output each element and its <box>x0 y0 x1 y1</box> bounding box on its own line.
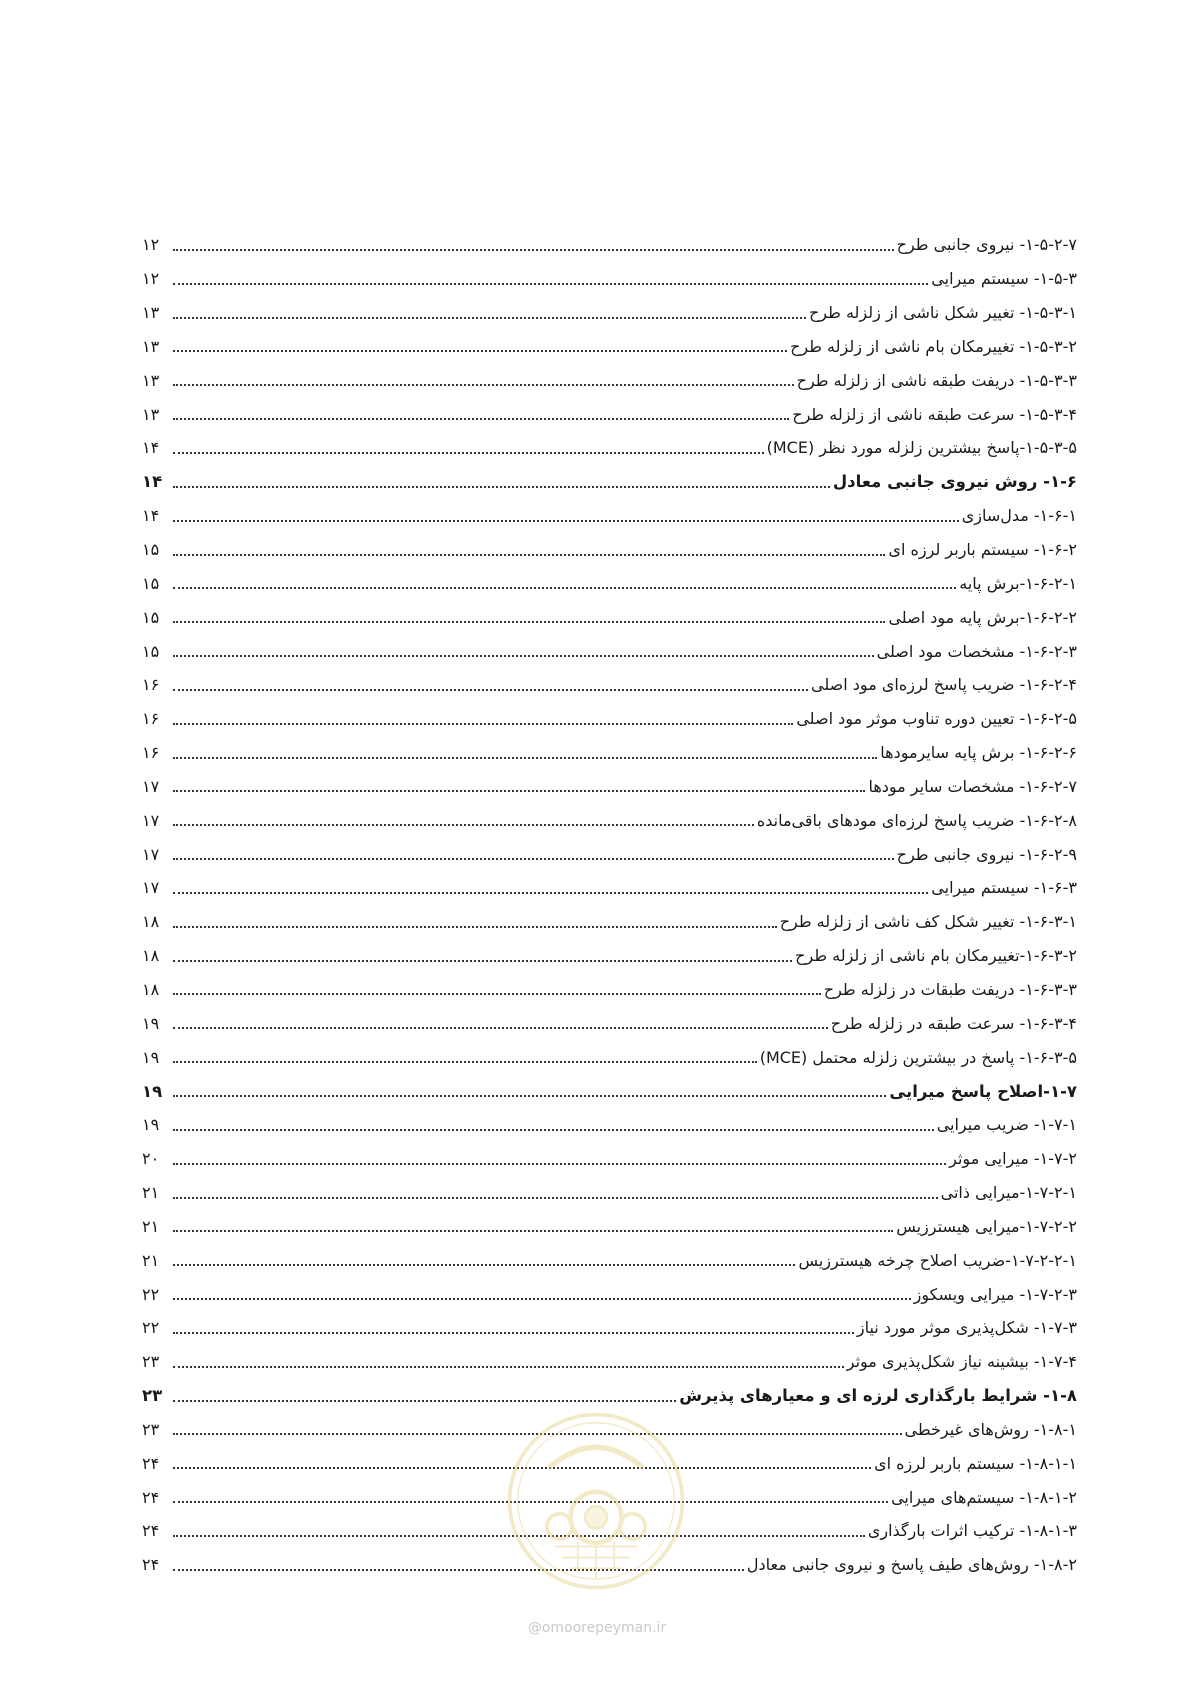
toc-dot-leader <box>173 452 764 454</box>
toc-entry[interactable] <box>142 600 1077 634</box>
toc-entry[interactable] <box>142 702 1077 736</box>
toc-entry[interactable] <box>142 871 1077 905</box>
toc-dot-leader <box>173 993 821 995</box>
toc-dot-leader <box>173 317 806 319</box>
table-of-contents <box>142 228 1077 1582</box>
toc-entry[interactable] <box>142 1040 1077 1074</box>
watermark-url <box>507 1620 687 1636</box>
toc-entry-page: ۲۴ <box>142 1453 160 1473</box>
toc-dot-leader <box>173 1197 938 1199</box>
toc-entry-title: ۱-۷-۲-۲-میرایی هیسترزیس <box>896 1216 1077 1236</box>
toc-dot-leader <box>173 858 894 860</box>
toc-entry-page: ۲۱ <box>142 1216 160 1236</box>
toc-entry[interactable] <box>142 1142 1077 1176</box>
toc-entry-page: ۱۳ <box>142 404 160 424</box>
toc-dot-leader <box>173 723 793 725</box>
toc-entry-title: ۱-۶-۲-۳- مشخصات مود اصلی <box>876 641 1077 661</box>
toc-dot-leader <box>173 960 792 962</box>
toc-entry-title: ۱-۸-۱- روش‌های غیرخطی <box>904 1419 1077 1439</box>
toc-entry-page: ۱۶ <box>142 675 160 695</box>
toc-entry-page: ۱۳ <box>142 370 160 390</box>
toc-entry-title: ۱-۷-۳- شکل‌پذیری موثر مورد نیاز <box>856 1318 1077 1338</box>
toc-entry-page: ۱۲ <box>142 235 160 255</box>
toc-entry-page: ۲۳ <box>142 1352 160 1372</box>
toc-entry-title: ۱-۶-۲-۱-برش پایه <box>959 573 1077 593</box>
toc-entry-title: ۱-۶-۲-۴- ضریب پاسخ لرزه‌ای مود اصلی <box>811 675 1077 695</box>
toc-entry-title: ۱-۸-۲- روش‌های طیف پاسخ و نیروی جانبی معادل <box>746 1555 1077 1575</box>
toc-entry-title: ۱-۶-۳-۲-تغییرمکان بام ناشی از زلزله طرح <box>795 946 1077 966</box>
toc-entry-title: ۱-۸-۱-۲- سیستم‌های میرایی <box>891 1487 1077 1507</box>
toc-entry-title: ۱-۵-۳-۱- تغییر شکل ناشی از زلزله طرح <box>808 303 1077 323</box>
toc-entry-page: ۱۴ <box>142 506 160 526</box>
toc-entry-page: ۲۱ <box>142 1250 160 1270</box>
toc-entry-page: ۱۶ <box>142 709 160 729</box>
toc-dot-leader <box>173 350 787 352</box>
toc-entry[interactable] <box>142 228 1077 262</box>
toc-entry[interactable] <box>142 363 1077 397</box>
toc-entry-title: ۱-۷-۴- بیشینه نیاز شکل‌پذیری موثر <box>846 1352 1077 1372</box>
toc-dot-leader <box>173 1298 911 1300</box>
toc-entry-page: ۲۲ <box>142 1284 160 1304</box>
toc-entry-title: ۱-۸- شرایط بارگذاری لرزه ای و معیارهای پذیرش <box>679 1386 1077 1406</box>
toc-entry-title: ۱-۶- روش نیروی جانبی معادل <box>832 472 1077 492</box>
toc-entry[interactable] <box>142 397 1077 431</box>
toc-entry-page: ۱۵ <box>142 540 160 560</box>
publisher-seal-watermark <box>505 1410 687 1592</box>
toc-entry-title: ۱-۶-۲-۸- ضریب پاسخ لرزه‌ای مودهای باقی‌مانده <box>756 810 1077 830</box>
toc-entry-page: ۱۹ <box>142 1081 163 1101</box>
toc-entry-title: ۱-۵-۳-۳- دریفت طبقه ناشی از زلزله طرح <box>796 370 1077 390</box>
toc-entry-title: ۱-۷-۱- ضریب میرایی <box>936 1115 1077 1135</box>
toc-entry[interactable] <box>142 634 1077 668</box>
toc-entry-title: ۱-۵-۳- سیستم میرایی <box>931 269 1077 289</box>
toc-entry-page: ۱۸ <box>142 946 160 966</box>
toc-entry-page: ۱۹ <box>142 1013 160 1033</box>
toc-entry-title: ۱-۶-۲- سیستم باربر لرزه ای <box>888 540 1077 560</box>
toc-entry-title: ۱-۶-۲-۲-برش پایه مود اصلی <box>888 607 1077 627</box>
toc-entry-title: ۱-۶-۲-۶- برش پایه سایرمودها <box>880 743 1077 763</box>
toc-entry-page: ۲۴ <box>142 1521 160 1541</box>
toc-entry[interactable] <box>142 1176 1077 1210</box>
toc-entry-title: ۱-۶-۲-۷- مشخصات سایر مودها <box>868 776 1077 796</box>
toc-entry-page: ۲۲ <box>142 1318 160 1338</box>
toc-entry[interactable] <box>142 973 1077 1007</box>
toc-entry-page: ۱۳ <box>142 336 160 356</box>
toc-dot-leader <box>173 554 885 556</box>
toc-entry-page: ۱۷ <box>142 776 160 796</box>
toc-entry-title: ۱-۶-۳-۴- سرعت طبقه در زلزله طرح <box>830 1013 1077 1033</box>
toc-entry-page: ۲۳ <box>142 1386 163 1406</box>
toc-entry-page: ۲۰ <box>142 1149 160 1169</box>
toc-dot-leader <box>173 790 865 792</box>
toc-entry-page: ۱۹ <box>142 1115 160 1135</box>
toc-entry[interactable] <box>142 1277 1077 1311</box>
watermark-url-text: omoorepeyman.ir <box>541 1620 667 1636</box>
toc-entry[interactable] <box>142 431 1077 465</box>
toc-entry-title: ۱-۸-۱-۱- سیستم باربر لرزه ای <box>874 1453 1077 1473</box>
toc-entry-title: ۱-۷-۲- میرایی موثر <box>949 1149 1077 1169</box>
toc-entry-page: ۱۷ <box>142 844 160 864</box>
toc-entry[interactable] <box>142 465 1077 499</box>
toc-dot-leader <box>173 689 808 691</box>
toc-entry[interactable] <box>142 330 1077 364</box>
toc-entry[interactable] <box>142 736 1077 770</box>
toc-entry-page: ۱۴ <box>142 438 160 458</box>
toc-dot-leader <box>173 1230 893 1232</box>
toc-entry[interactable] <box>142 1243 1077 1277</box>
toc-entry[interactable] <box>142 1209 1077 1243</box>
toc-dot-leader <box>173 926 777 928</box>
toc-entry-page: ۲۳ <box>142 1419 160 1439</box>
toc-entry-title: ۱-۵-۳-۲- تغییرمکان بام ناشی از زلزله طرح <box>790 336 1077 356</box>
toc-entry[interactable] <box>142 905 1077 939</box>
toc-entry[interactable] <box>142 1108 1077 1142</box>
toc-entry[interactable] <box>142 533 1077 567</box>
toc-entry-page: ۱۸ <box>142 912 160 932</box>
toc-dot-leader <box>173 1163 946 1165</box>
toc-entry-page: ۱۴ <box>142 472 163 492</box>
toc-dot-leader <box>173 824 754 826</box>
toc-entry-page: ۲۴ <box>142 1487 160 1507</box>
toc-entry-title: ۱-۶-۳- سیستم میرایی <box>931 878 1077 898</box>
toc-entry[interactable] <box>142 837 1077 871</box>
toc-entry-title: ۱-۶-۱- مدل‌سازی <box>961 506 1077 526</box>
toc-entry-page: ۱۵ <box>142 607 160 627</box>
toc-dot-leader <box>173 1264 795 1266</box>
toc-entry[interactable] <box>142 566 1077 600</box>
toc-entry-title: ۱-۸-۱-۳- ترکیب اثرات بارگذاری <box>867 1521 1077 1541</box>
toc-entry-page: ۱۳ <box>142 303 160 323</box>
toc-entry[interactable] <box>142 1074 1077 1108</box>
toc-entry[interactable] <box>142 1006 1077 1040</box>
toc-dot-leader <box>173 757 877 759</box>
toc-entry-page: ۱۷ <box>142 810 160 830</box>
toc-entry[interactable] <box>142 803 1077 837</box>
toc-entry[interactable] <box>142 770 1077 804</box>
toc-dot-leader <box>173 384 794 386</box>
toc-entry-title: ۱-۷-۲-۲-۱-ضریب اصلاح چرخه هیسترزیس <box>798 1250 1077 1270</box>
toc-entry-title: ۱-۵-۳-۵-پاسخ بیشترین زلزله مورد نظر (MCE) <box>766 438 1077 458</box>
toc-dot-leader <box>173 520 959 522</box>
toc-entry[interactable] <box>142 1311 1077 1345</box>
toc-entry-title: ۱-۵-۳-۴- سرعت طبقه ناشی از زلزله طرح <box>792 404 1077 424</box>
toc-entry-page: ۲۴ <box>142 1555 160 1575</box>
toc-entry-title: ۱-۶-۳-۳- دریفت طبقات در زلزله طرح <box>823 979 1077 999</box>
toc-entry[interactable] <box>142 939 1077 973</box>
toc-dot-leader <box>173 1400 676 1402</box>
toc-dot-leader <box>173 1332 854 1334</box>
toc-dot-leader <box>173 1129 934 1131</box>
toc-dot-leader <box>173 1061 757 1063</box>
toc-entry-page: ۱۷ <box>142 878 160 898</box>
toc-entry-title: ۱-۷-۲-۳- میرایی ویسکوز <box>913 1284 1077 1304</box>
toc-entry[interactable] <box>142 296 1077 330</box>
toc-entry[interactable] <box>142 1345 1077 1379</box>
toc-entry-page: ۱۲ <box>142 269 160 289</box>
toc-dot-leader <box>173 249 894 251</box>
toc-dot-leader <box>173 1095 886 1097</box>
toc-entry-title: ۱-۵-۲-۷- نیروی جانبی طرح <box>896 235 1077 255</box>
toc-dot-leader <box>173 418 789 420</box>
toc-dot-leader <box>173 1366 844 1368</box>
toc-entry[interactable] <box>142 262 1077 296</box>
toc-entry-page: ۱۶ <box>142 743 160 763</box>
toc-entry-page: ۲۱ <box>142 1183 160 1203</box>
toc-entry-title: ۱-۶-۲-۵- تعیین دوره تناوب موثر مود اصلی <box>796 709 1077 729</box>
toc-dot-leader <box>173 283 928 285</box>
toc-entry-page: ۱۵ <box>142 573 160 593</box>
toc-entry-title: ۱-۶-۳-۱- تغییر شکل کف ناشی از زلزله طرح <box>779 912 1077 932</box>
at-icon: @ <box>527 1620 542 1636</box>
toc-dot-leader <box>173 892 928 894</box>
toc-entry-title: ۱-۶-۳-۵- پاسخ در بیشترین زلزله محتمل (MCE) <box>759 1047 1077 1067</box>
toc-entry[interactable] <box>142 1379 1077 1413</box>
toc-dot-leader <box>173 1027 828 1029</box>
toc-dot-leader <box>173 655 874 657</box>
toc-entry-title: ۱-۷-۲-۱-میرایی ذاتی <box>940 1183 1077 1203</box>
toc-dot-leader <box>173 486 830 488</box>
toc-entry-page: ۱۹ <box>142 1047 160 1067</box>
toc-entry-title: ۱-۶-۲-۹- نیروی جانبی طرح <box>896 844 1077 864</box>
toc-entry-page: ۱۸ <box>142 979 160 999</box>
toc-dot-leader <box>173 621 885 623</box>
toc-entry[interactable] <box>142 668 1077 702</box>
toc-entry-page: ۱۵ <box>142 641 160 661</box>
toc-entry[interactable] <box>142 499 1077 533</box>
toc-dot-leader <box>173 587 956 589</box>
toc-entry-title: ۱-۷-اصلاح پاسخ میرایی <box>889 1081 1077 1101</box>
